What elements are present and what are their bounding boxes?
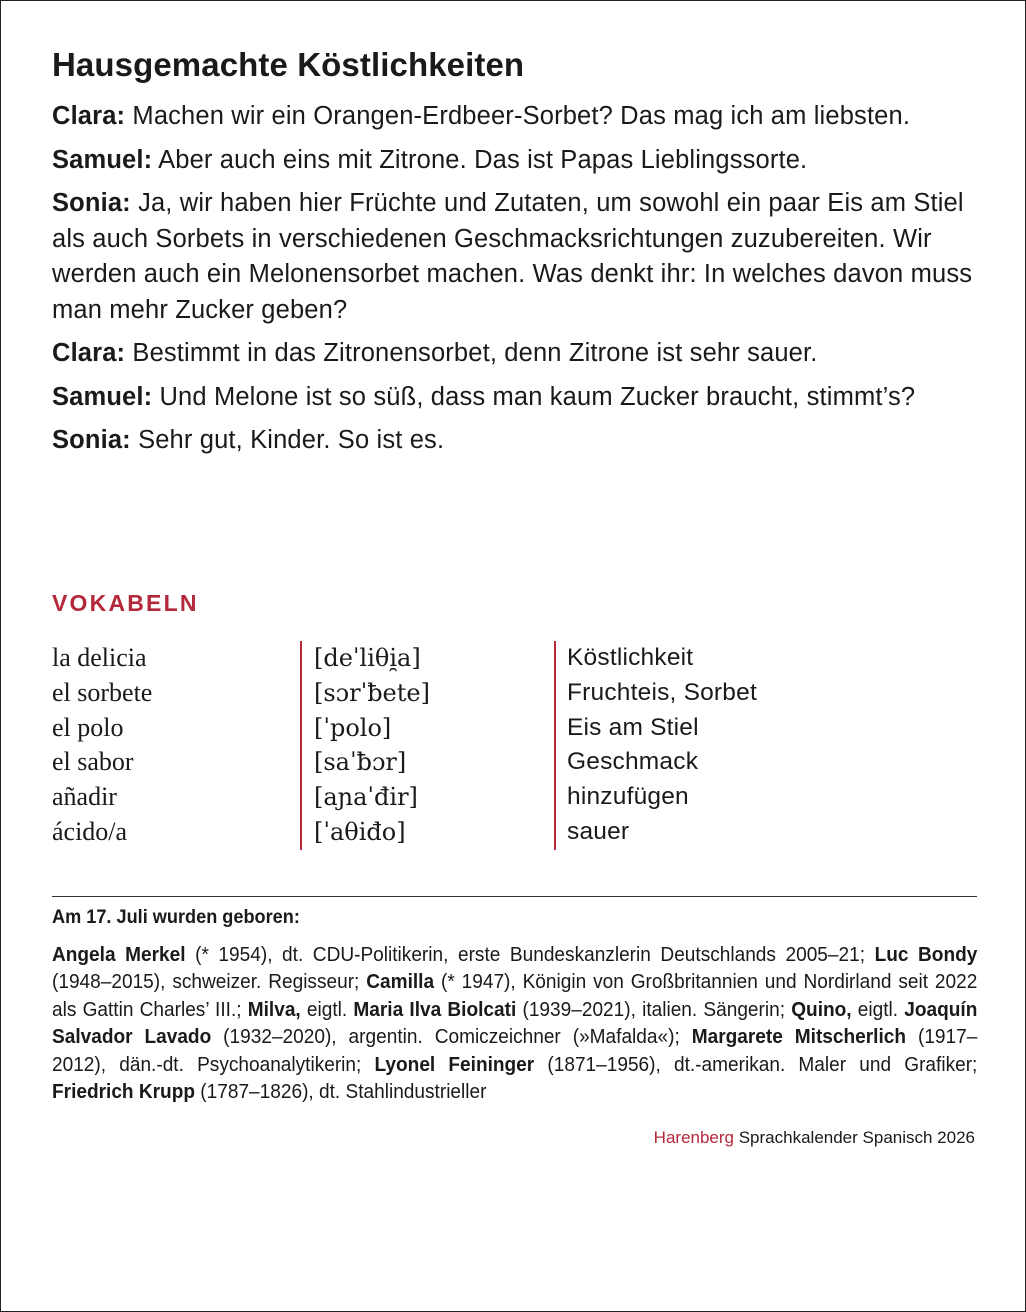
born-details: (1917–2012), dän.-dt. Psychoanalytikerin;	[52, 1025, 978, 1076]
born-name: Maria Ilva Biolcati	[353, 997, 517, 1021]
born-name: Milva,	[247, 997, 301, 1021]
vocab-german: Fruchteis, Sorbet	[567, 679, 757, 707]
born-name: Angela Merkel	[52, 943, 186, 966]
vocab-spanish: añadir	[52, 782, 117, 812]
vocab-spanish: el sorbete	[52, 678, 153, 708]
born-details: (1787–1826), dt. Stahlindustrieller	[195, 1080, 487, 1104]
speaker-name: Clara:	[52, 339, 126, 367]
born-details: (1948–2015), schweizer. Regisseur;	[52, 970, 367, 994]
vocab-row	[52, 641, 977, 676]
born-name: Friedrich Krupp	[52, 1080, 196, 1104]
born-list	[52, 941, 977, 1105]
dialog-text: Machen wir ein Orangen-Erdbeer-Sorbet? Das mag ich am liebsten.	[125, 102, 911, 130]
vocab-row	[52, 710, 977, 745]
vocab-german: sauer	[567, 817, 630, 845]
born-name: Lyonel Feininger	[374, 1052, 535, 1076]
speaker-name: Samuel:	[52, 382, 153, 411]
born-details: (1932–2020), argentin. Comiczeichner (»Mafalda«);	[211, 1025, 692, 1049]
born-details: (* 1947), Königin von Großbritannien und Nordirland seit 2022 als Gattin Charles’ III.;	[52, 970, 978, 1021]
vocab-pronunciation: [deˈliθi̯a]	[314, 644, 421, 673]
speaker-name: Samuel:	[52, 145, 153, 174]
born-name: Luc Bondy	[874, 943, 978, 966]
vocab-row	[52, 814, 977, 849]
vocab-spanish: la delicia	[52, 643, 147, 673]
speaker-name: Sonia:	[52, 426, 131, 454]
born-details: (1939–2021), italien. Sängerin;	[516, 997, 792, 1021]
vocab-pronunciation: [ˈaθiđo]	[314, 817, 406, 846]
born-name: Camilla	[366, 970, 435, 994]
born-name: Quino,	[791, 997, 852, 1021]
vocab-row	[52, 745, 977, 780]
born-details: eigtl.	[851, 997, 905, 1021]
vocab-german: Eis am Stiel	[567, 713, 699, 741]
vocab-row	[52, 676, 977, 711]
dialog-line	[52, 380, 977, 416]
vocab-pronunciation: [ˈpolo]	[314, 713, 392, 742]
vocab-spanish: ácido/a	[52, 816, 128, 846]
brand-name: Harenberg	[653, 1128, 734, 1147]
vocab-pronunciation: [sɔrˈƀete]	[314, 679, 430, 708]
vocab-heading: VOKABELN	[52, 590, 199, 616]
footer	[654, 1128, 975, 1148]
dialog-text: Und Melone ist so süß, dass man kaum Zucker braucht, stimmt’s?	[152, 382, 916, 411]
dialog-text: Aber auch eins mit Zitrone. Das ist Papas Lieblingssorte.	[152, 145, 808, 174]
dialog-line	[52, 336, 977, 372]
vocab-german: hinzufügen	[567, 783, 689, 811]
vocab-german: Köstlichkeit	[567, 644, 694, 672]
vocab-table	[52, 641, 977, 849]
vocab-german: Geschmack	[567, 748, 699, 776]
dialog-line	[52, 423, 977, 459]
vocab-spanish: el polo	[52, 712, 124, 742]
dialog-line	[52, 99, 977, 135]
dialog-text: Sehr gut, Kinder. So ist es.	[130, 426, 445, 454]
dialog-line	[52, 186, 977, 328]
speaker-name: Clara:	[52, 102, 126, 130]
vocab-row	[52, 780, 977, 815]
footer-text: Sprachkalender Spanisch 2026	[734, 1128, 975, 1147]
divider-line	[52, 896, 977, 897]
born-name: Margarete Mitscherlich	[691, 1025, 907, 1049]
dialog	[52, 99, 977, 459]
dialog-text: Ja, wir haben hier Früchte und Zutaten, um sowohl ein paar Eis am Stiel als auch Sorbets in verschiedenen Geschmacksrichtungen zuzubereiten. Wir werden auch ein Melonensorbet machen. Was denkt ihr: In welches davon muss man mehr Zucker geben?	[52, 189, 973, 324]
dialog-text: Bestimmt in das Zitronensorbet, denn Zitrone ist sehr sauer.	[125, 339, 818, 367]
born-details: (* 1954), dt. CDU-Politikerin, erste Bundeskanzlerin Deutschlands 2005–21;	[185, 943, 875, 966]
born-details: eigtl.	[300, 997, 354, 1021]
vocab-spanish: el sabor	[52, 747, 134, 777]
speaker-name: Sonia:	[52, 189, 131, 217]
born-name: Joaquín Salvador Lavado	[52, 997, 978, 1049]
born-heading: Am 17. Juli wurden geboren:	[52, 906, 300, 928]
page-title: Hausgemachte Köstlichkeiten	[52, 46, 525, 83]
vocab-pronunciation: [aɲaˈđir]	[314, 783, 418, 812]
born-details: (1871–1956), dt.-amerikan. Maler und Grafiker;	[534, 1052, 978, 1076]
dialog-section	[52, 45, 977, 467]
vocab-pronunciation: [saˈƀɔr]	[314, 748, 407, 777]
dialog-line	[52, 143, 977, 179]
